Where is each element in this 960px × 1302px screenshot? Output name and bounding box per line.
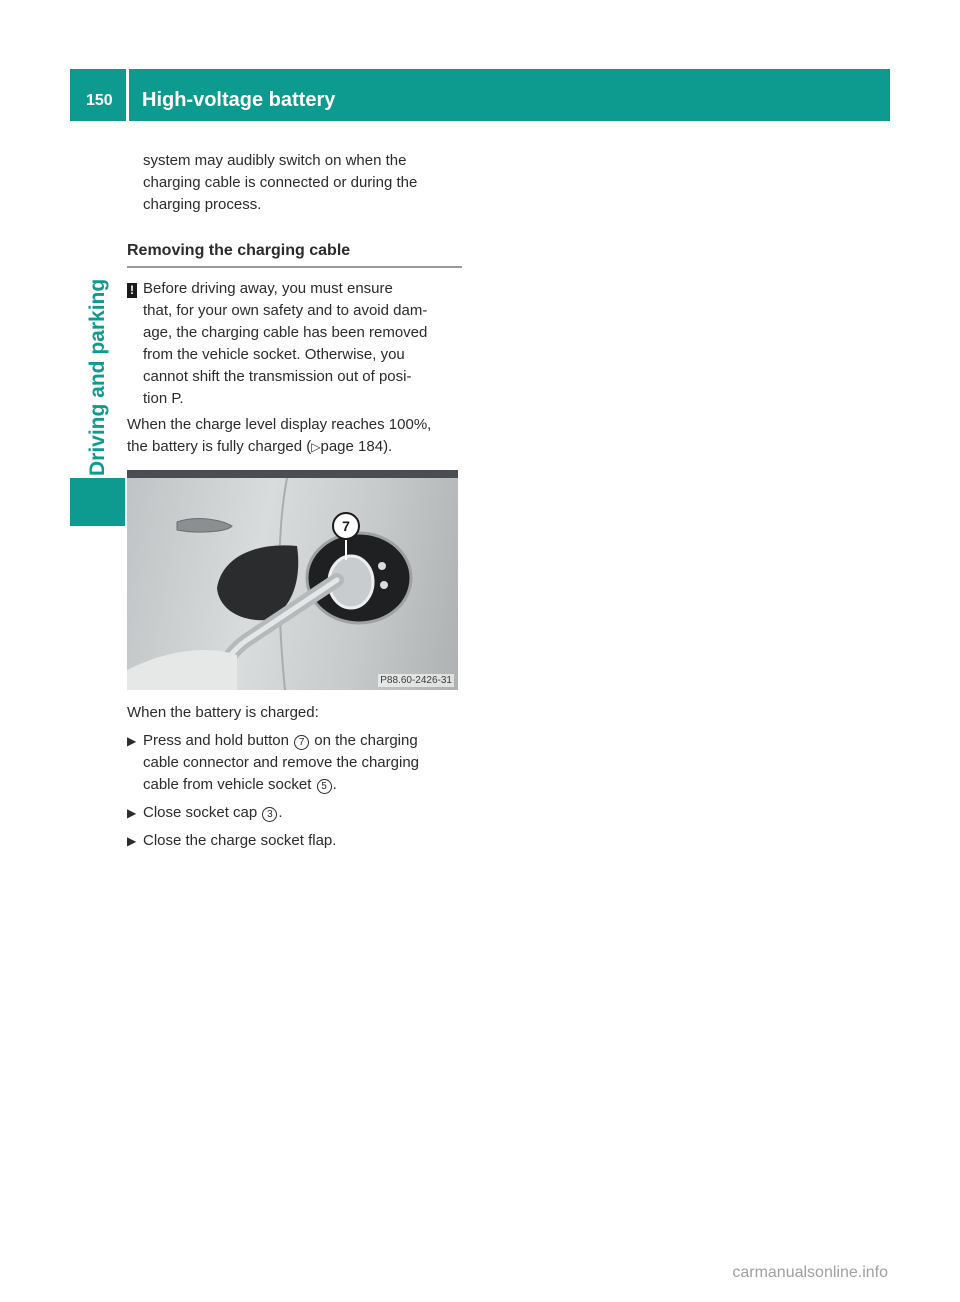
section-side-label: Driving and parking xyxy=(86,278,109,476)
figure-code: P88.60-2426-31 xyxy=(380,675,452,686)
after-figure-text: When the battery is charged: xyxy=(127,704,319,721)
step-item xyxy=(127,802,462,824)
step-arrow-icon: ▶ xyxy=(127,734,137,748)
step-text: Close the charge socket flap. xyxy=(143,832,337,849)
door-handle-shape xyxy=(177,519,232,532)
step-text: Press and hold button xyxy=(143,732,289,749)
charging-cable-photo xyxy=(127,470,458,690)
step-item xyxy=(127,830,462,852)
button-ref-icon: 7 xyxy=(294,735,309,750)
charge-paragraph xyxy=(127,414,462,458)
step-item xyxy=(127,730,462,796)
step-arrow-icon: ▶ xyxy=(127,806,137,820)
page-number: 150 xyxy=(86,92,113,109)
footer-watermark: carmanualsonline.info xyxy=(732,1264,888,1281)
warning-line: tion P. xyxy=(143,390,184,407)
charge-line: the battery is fully charged ( xyxy=(127,438,312,455)
warning-line: cannot shift the transmission out of posi- xyxy=(143,368,412,385)
charging-cable-illustration xyxy=(127,470,458,690)
step-text: on the charging xyxy=(314,732,418,749)
socket-pin-shape xyxy=(380,581,388,589)
step-text: Close socket cap xyxy=(143,804,258,821)
callout-number: 7 xyxy=(342,518,350,534)
socket-pin-shape xyxy=(378,562,386,570)
window-edge-shape xyxy=(127,470,458,478)
step-text: cable from vehicle socket xyxy=(143,776,312,793)
socket-ref-icon: 5 xyxy=(317,779,332,794)
side-tab-block xyxy=(70,478,125,526)
intro-line: charging cable is connected or during the xyxy=(143,174,418,191)
warning-line: age, the charging cable has been removed xyxy=(143,324,428,341)
page-reference[interactable]: page 184). xyxy=(320,438,393,455)
step-text: cable connector and remove the charging xyxy=(143,754,420,771)
warning-notice xyxy=(127,278,462,410)
wheel-arch-shape xyxy=(127,650,237,690)
socket-cap-ref-icon: 3 xyxy=(262,807,277,822)
page-header xyxy=(70,69,890,121)
step-arrow-icon: ▶ xyxy=(127,834,137,848)
charge-line: When the charge level display reaches 100%, xyxy=(127,416,432,433)
warning-line: Before driving away, you must ensure xyxy=(143,280,393,297)
section-heading: Removing the charging cable xyxy=(127,240,462,268)
header-divider xyxy=(126,69,129,121)
intro-paragraph xyxy=(127,150,462,216)
intro-line: charging process. xyxy=(143,196,262,213)
main-content xyxy=(127,150,462,852)
page-title: High-voltage battery xyxy=(142,89,336,111)
page-ref-icon: ▷ xyxy=(311,440,321,454)
warning-line: from the vehicle socket. Otherwise, you xyxy=(143,346,405,363)
warning-line: that, for your own safety and to avoid dam- xyxy=(143,302,428,319)
warning-icon: ! xyxy=(127,283,137,298)
step-text: . xyxy=(278,804,283,821)
step-text: . xyxy=(332,776,337,793)
intro-line: system may audibly switch on when the xyxy=(143,152,407,169)
